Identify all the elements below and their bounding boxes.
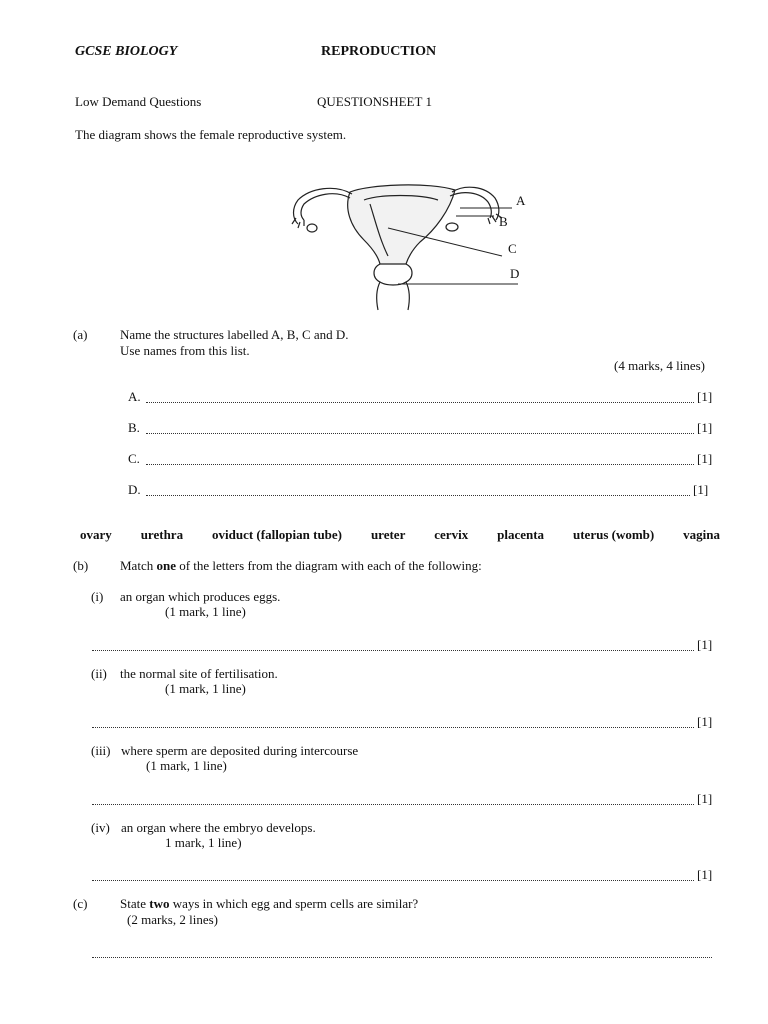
answer-c-line[interactable] — [146, 450, 694, 465]
part-b-i-num: (i) — [91, 589, 104, 604]
questionsheet-label: QUESTIONSHEET 1 — [317, 94, 432, 109]
answer-b-label: B. — [128, 420, 140, 435]
word-ovary: ovary — [80, 527, 112, 542]
part-b-iii-text: where sperm are deposited during intercourse — [121, 743, 359, 758]
subject-title: GCSE BIOLOGY — [75, 44, 178, 59]
part-b-iv-num: (iv) — [91, 820, 110, 835]
demand-level: Low Demand Questions — [75, 94, 202, 109]
topic-title: REPRODUCTION — [321, 44, 437, 59]
part-b-ii-marks: (1 mark, 1 line) — [165, 681, 246, 696]
word-placenta: placenta — [497, 527, 545, 542]
answer-a-line[interactable] — [146, 388, 694, 403]
answer-b-mark: [1] — [697, 420, 713, 435]
part-b-iv-line[interactable] — [92, 866, 694, 881]
part-b-ii-num: (ii) — [91, 666, 107, 681]
label-d: D — [510, 266, 520, 281]
part-b-ii-text: the normal site of fertilisation. — [120, 666, 278, 681]
part-b-i-line[interactable] — [92, 636, 694, 651]
answer-d-label: D. — [128, 482, 141, 497]
label-b: B — [499, 214, 508, 229]
part-b-prompt: Match one of the letters from the diagram with each of the following: — [120, 558, 482, 573]
part-b-letter: (b) — [73, 558, 89, 573]
part-a-marks: (4 marks, 4 lines) — [614, 358, 705, 373]
part-c-letter: (c) — [73, 896, 88, 911]
part-a-prompt-2: Use names from this list. — [120, 343, 250, 358]
part-b-iii-num: (iii) — [91, 743, 111, 758]
answer-b-line[interactable] — [146, 419, 694, 434]
part-b-iv-text: an organ where the embryo develops. — [121, 820, 316, 835]
part-b-i-marks: (1 mark, 1 line) — [165, 604, 246, 619]
part-a-prompt: Name the structures labelled A, B, C and D. — [120, 327, 349, 342]
answer-c-mark: [1] — [697, 451, 713, 466]
part-b-iii-mark: [1] — [697, 791, 713, 806]
answer-a-label: A. — [128, 389, 141, 404]
word-urethra: urethra — [140, 527, 184, 542]
label-c: C — [508, 241, 517, 256]
label-a: A — [516, 193, 526, 208]
intro-text: The diagram shows the female reproductive system. — [75, 127, 347, 142]
part-c-prompt: State two ways in which egg and sperm cells are similar? — [120, 896, 419, 911]
word-cervix: cervix — [434, 527, 469, 542]
word-ureter: ureter — [370, 527, 406, 542]
part-b-i-mark: [1] — [697, 637, 713, 652]
part-b-iv-marks: 1 mark, 1 line) — [165, 835, 242, 850]
part-b-iii-line[interactable] — [92, 790, 694, 805]
part-b-ii-line[interactable] — [92, 713, 694, 728]
answer-a-mark: [1] — [697, 389, 713, 404]
part-b-i-text: an organ which produces eggs. — [120, 589, 281, 604]
part-c-marks: (2 marks, 2 lines) — [127, 912, 218, 927]
word-uterus: uterus (womb) — [572, 527, 655, 542]
word-oviduct: oviduct (fallopian tube) — [212, 527, 343, 542]
answer-d-mark: [1] — [693, 482, 709, 497]
word-list — [80, 527, 720, 543]
word-vagina: vagina — [683, 527, 720, 542]
part-c-line-1[interactable] — [92, 943, 712, 958]
female-reproductive-system-diagram — [280, 160, 540, 320]
part-b-iv-mark: [1] — [697, 867, 713, 882]
answer-c-label: C. — [128, 451, 140, 466]
part-b-iii-marks: (1 mark, 1 line) — [146, 758, 227, 773]
part-a-letter: (a) — [73, 327, 88, 342]
answer-d-line[interactable] — [146, 481, 690, 496]
part-b-ii-mark: [1] — [697, 714, 713, 729]
